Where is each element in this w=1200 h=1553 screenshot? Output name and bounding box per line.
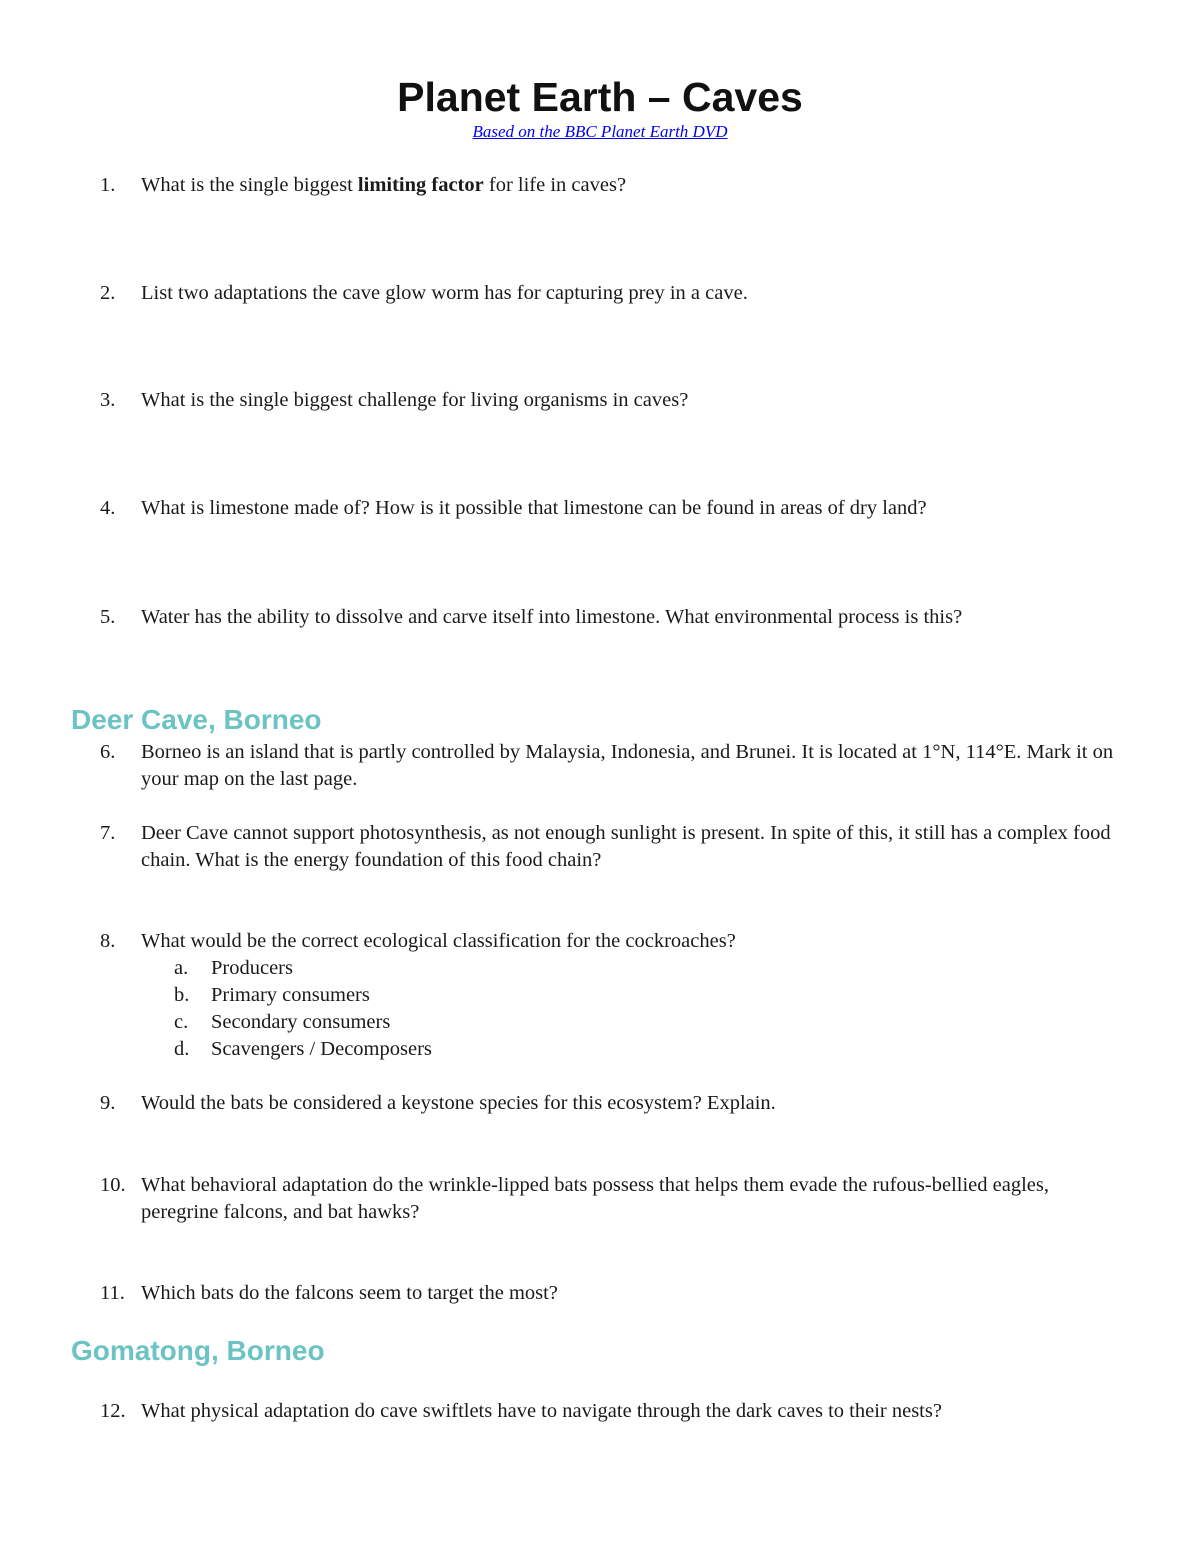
question-number: 11. (100, 1282, 125, 1304)
question-10 (100, 1172, 1130, 1226)
question-number: 2. (100, 282, 116, 304)
question-text: Deer Cave cannot support photosynthesis, as not enough sunlight is present. In spite of this, it still has a complex food chain. What is the energy foundation of this food chain? (141, 822, 1111, 871)
question-text: List two adaptations the cave glow worm has for capturing prey in a cave. (141, 282, 748, 304)
question-3 (100, 387, 1130, 414)
question-text: Which bats do the falcons seem to target the most? (141, 1282, 558, 1304)
question-number: 6. (100, 741, 116, 763)
answer-option-d (174, 1036, 774, 1063)
question-text: What is the single biggest challenge for living organisms in caves? (141, 389, 689, 411)
answer-option-b (174, 982, 774, 1009)
question-text: Would the bats be considered a keystone species for this ecosystem? Explain. (141, 1092, 776, 1114)
question-number: 4. (100, 497, 116, 519)
question-text: What would be the correct ecological classification for the cockroaches? (141, 930, 736, 952)
option-letter: b. (174, 984, 190, 1006)
question-9 (100, 1090, 1130, 1117)
question-text: What is limestone made of? How is it possible that limestone can be found in areas of dry land? (141, 497, 927, 519)
question-11 (100, 1280, 1130, 1307)
question-number: 9. (100, 1092, 116, 1114)
question-bold-term: limiting factor (357, 174, 484, 196)
question-1 (100, 172, 1130, 199)
question-number: 10. (100, 1174, 126, 1196)
question-text: Water has the ability to dissolve and carve itself into limestone. What environmental process is this? (141, 606, 963, 628)
option-text: Secondary consumers (211, 1011, 391, 1033)
question-number: 1. (100, 174, 116, 196)
section-heading-deer-cave: Deer Cave, Borneo (71, 704, 322, 735)
question-text-part: for life in caves? (483, 174, 627, 196)
question-number: 12. (100, 1400, 126, 1422)
question-6 (100, 739, 1130, 793)
answer-option-c (174, 1009, 774, 1036)
option-letter: d. (174, 1038, 190, 1060)
question-text: Borneo is an island that is partly controlled by Malaysia, Indonesia, and Brunei. It is located at 1°N, 114°E. Mark it on your map on the last page. (141, 741, 1114, 790)
question-text (141, 172, 1130, 199)
subtitle-link[interactable]: Based on the BBC Planet Earth DVD (472, 122, 728, 141)
option-text: Scavengers / Decomposers (211, 1038, 432, 1060)
question-number: 8. (100, 930, 116, 952)
question-text: What physical adaptation do cave swiftlets have to navigate through the dark caves to their nests? (141, 1400, 942, 1422)
question-12 (100, 1398, 1130, 1425)
section-heading-gomatong: Gomatong, Borneo (71, 1335, 325, 1366)
question-number: 7. (100, 822, 116, 844)
answer-option-a (174, 955, 774, 982)
question-number: 5. (100, 606, 116, 628)
option-text: Primary consumers (211, 984, 370, 1006)
question-7 (100, 820, 1130, 874)
question-4 (100, 495, 1130, 522)
question-number: 3. (100, 389, 116, 411)
question-5 (100, 604, 1130, 631)
option-letter: a. (174, 957, 189, 979)
question-text-part: What is the single biggest (141, 174, 358, 196)
option-letter: c. (174, 1011, 189, 1033)
question-8 (100, 928, 1130, 955)
page-title: Planet Earth – Caves (397, 74, 803, 120)
question-2 (100, 280, 1130, 307)
question-text: What behavioral adaptation do the wrinkle-lipped bats possess that helps them evade the rufous-bellied eagles, peregrine falcons, and bat hawks? (141, 1174, 1049, 1223)
option-text: Producers (211, 957, 293, 979)
